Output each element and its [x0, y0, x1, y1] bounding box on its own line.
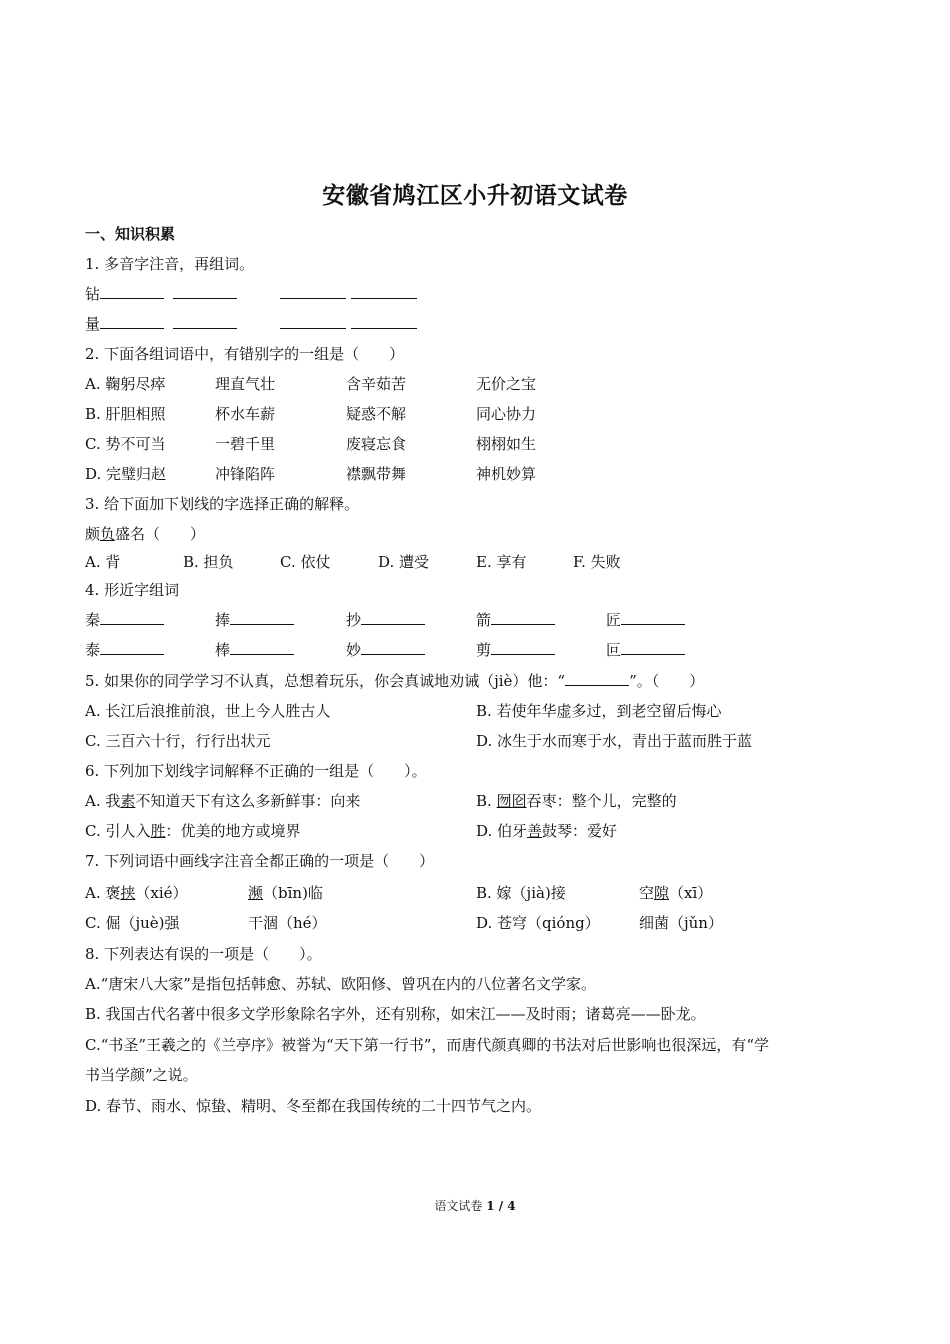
word: 冲锋陷阵 [215, 465, 276, 483]
question-5-stem [85, 671, 704, 691]
char: 妙 [346, 641, 362, 659]
char: 秦 [85, 611, 101, 629]
question-8-option-b: B. 我国古代名著中很多文学形象除名字外，还有别称，如宋江——及时雨；诸葛亮——卧龙。 [85, 1005, 706, 1023]
option-text: 干涸（hé） [248, 914, 327, 932]
footer-label: 语文试卷 [434, 1199, 483, 1213]
underlined-char: 囫囵 [496, 792, 527, 810]
question-1-stem: 1. 多音字注音，再组词。 [85, 255, 255, 273]
question-8-option-d: D. 春节、雨水、惊蛰、精明、冬至都在我国传统的二十四节气之内。 [85, 1097, 542, 1115]
question-1-row-1 [85, 284, 845, 304]
option: A. 背 [85, 553, 121, 571]
word: 无价之宝 [476, 375, 537, 393]
char: 捧 [215, 611, 231, 629]
stem-text: ”。（ ） [629, 672, 705, 690]
option-text: 细菌（jǔn） [639, 914, 723, 932]
word: 襟飘带舞 [346, 465, 407, 483]
question-8-stem: 8. 下列表达有误的一项是（ ）。 [85, 945, 322, 963]
question-3-stem: 3. 给下面加下划线的字选择正确的解释。 [85, 495, 360, 513]
option: E. 享有 [476, 553, 527, 571]
underlined-char: 隙 [654, 884, 670, 902]
polyphone-char: 量 [85, 315, 101, 333]
underlined-char: 素 [120, 792, 136, 810]
word: 理直气壮 [215, 375, 276, 393]
question-1-row-2 [85, 314, 845, 334]
option: A. 长江后浪推前浪，世上今人胜古人 [85, 702, 331, 720]
question-7-stem: 7. 下列词语中画线字注音全都正确的一项是（ ） [85, 852, 435, 870]
question-4-stem: 4. 形近字组词 [85, 581, 180, 599]
option: D. 遭受 [378, 553, 430, 571]
word: 一碧千里 [215, 435, 276, 453]
word: 神机妙算 [476, 465, 537, 483]
underlined-char: 濒 [248, 884, 264, 902]
option-text: B. 嫁（jià)接 [476, 884, 566, 902]
option-text: A. 褒 [85, 884, 121, 902]
word: 同心协力 [476, 405, 537, 423]
word: D. 完璧归赵 [85, 465, 167, 483]
page-number: 1 / 4 [486, 1199, 516, 1213]
option-text: 不知道天下有这么多新鲜事：向来 [135, 792, 361, 810]
page-footer [0, 1197, 950, 1214]
underlined-char: 胜 [150, 822, 166, 840]
stem-text: 5. 如果你的同学学习不认真，总想着玩乐，你会真诚地劝诫（jiè）他：“ [85, 672, 566, 690]
char: 匠 [606, 611, 622, 629]
char: 抄 [346, 611, 362, 629]
question-8-option-c-line-2: 书当学颜”之说。 [85, 1066, 198, 1084]
option-text: A. 我 [85, 792, 121, 810]
word: A. 鞠躬尽瘁 [85, 375, 166, 393]
question-3-phrase [85, 524, 205, 544]
question-2-stem: 2. 下面各组词语中，有错别字的一组是（ ） [85, 345, 405, 363]
word: C. 势不可当 [85, 435, 166, 453]
option-text: 空 [639, 884, 655, 902]
underlined-char: 善 [527, 822, 543, 840]
polyphone-char: 钻 [85, 285, 101, 303]
option-text: D. 苍穹（qióng） [476, 914, 600, 932]
char: 泰 [85, 641, 101, 659]
underlined-char: 负 [100, 525, 116, 543]
option-text: （bīn)临 [263, 884, 323, 902]
word: 疑惑不解 [346, 405, 407, 423]
option-text: D. 伯牙 [476, 822, 528, 840]
word: 杯水车薪 [215, 405, 276, 423]
option: C. 依仗 [280, 553, 331, 571]
option: F. 失败 [573, 553, 621, 571]
phrase-text: 颇 [85, 525, 101, 543]
question-8-option-c-line-1: C.“书圣”王羲之的《兰亭序》被誉为“天下第一行书”，而唐代颜真卿的书法对后世影响也很深远，有“学 [85, 1036, 770, 1054]
section-heading: 一、知识积累 [85, 225, 176, 243]
question-6-stem: 6. 下列加下划线字词解释不正确的一组是（ ）。 [85, 762, 427, 780]
word: B. 肝胆相照 [85, 405, 166, 423]
option: D. 冰生于水而寒于水，青出于蓝而胜于蓝 [476, 732, 753, 750]
char: 箭 [476, 611, 492, 629]
option-text: 吞枣：整个儿，完整的 [526, 792, 677, 810]
underlined-char: 挟 [120, 884, 136, 902]
phrase-text: 盛名（ ） [115, 525, 206, 543]
char: 剪 [476, 641, 492, 659]
option-text: C. 引人入 [85, 822, 151, 840]
option: C. 三百六十行，行行出状元 [85, 732, 271, 750]
exam-title: 安徽省鸠江区小升初语文试卷 [322, 182, 628, 209]
option-text: ：优美的地方或境界 [165, 822, 301, 840]
char: 叵 [606, 641, 622, 659]
option-text: （xié） [135, 884, 188, 902]
option: B. 担负 [183, 553, 234, 571]
word: 含辛茹苦 [346, 375, 407, 393]
option: B. 若使年华虚多过，到老空留后悔心 [476, 702, 722, 720]
char: 棒 [215, 641, 231, 659]
option-text: C. 倔（juè)强 [85, 914, 180, 932]
word: 废寝忘食 [346, 435, 407, 453]
option-text: B. [476, 792, 497, 810]
question-8-option-a: A.“唐宋八大家”是指包括韩愈、苏轼、欧阳修、曾巩在内的八位著名文学家。 [85, 975, 596, 993]
word: 栩栩如生 [476, 435, 537, 453]
option-text: 鼓琴：爱好 [542, 822, 618, 840]
option-text: （xī） [669, 884, 713, 902]
